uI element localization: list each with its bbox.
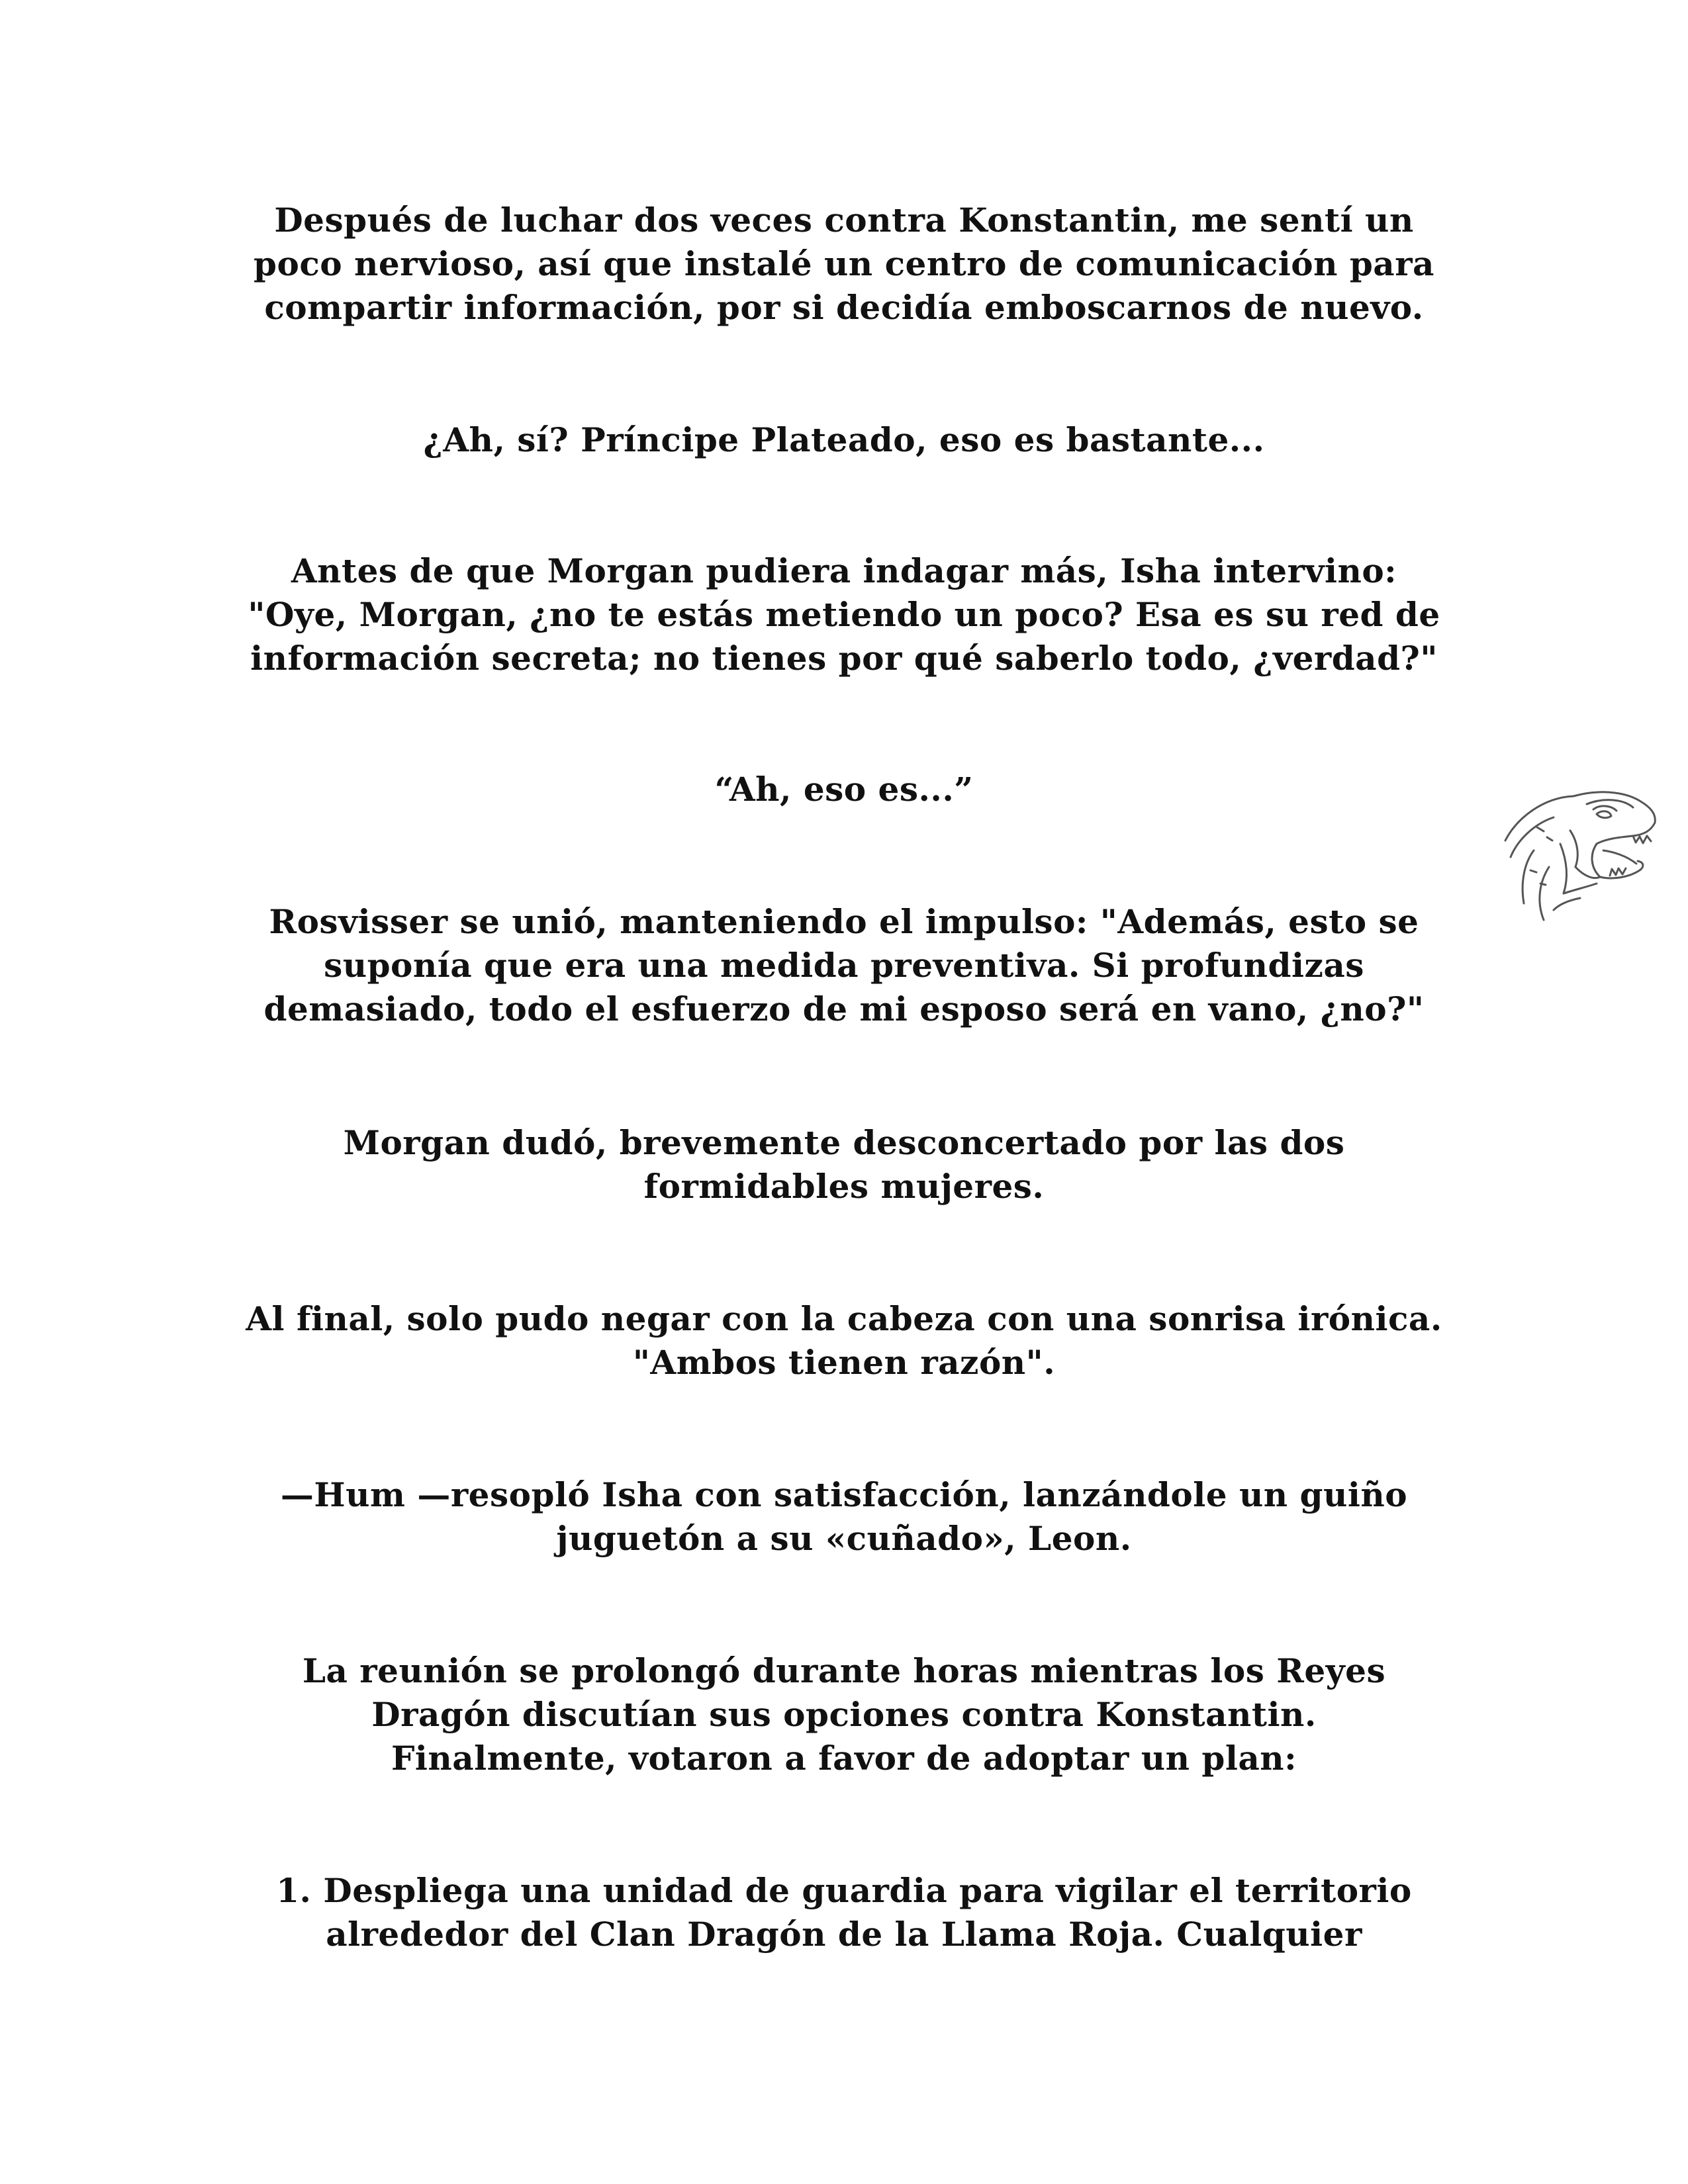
paragraph-8: [182, 1473, 1506, 1561]
paragraph-line: Dragón discutían sus opciones contra Konstantin.: [371, 1695, 1317, 1734]
paragraph-9: [182, 1649, 1506, 1780]
paragraph-line: Morgan dudó, brevemente desconcertado por las dos: [343, 1123, 1345, 1162]
paragraph-5: [182, 900, 1506, 1031]
paragraph-4: [182, 768, 1506, 811]
paragraph-line: juguetón a su «cuñado», Leon.: [556, 1519, 1132, 1558]
paragraph-line: —Hum —resopló Isha con satisfacción, lanzándole un guiño: [280, 1475, 1408, 1514]
paragraph-line: “Ah, eso es...”: [714, 770, 974, 809]
paragraph-line: ¿Ah, sí? Príncipe Plateado, eso es bastante...: [423, 420, 1265, 459]
paragraph-line: Finalmente, votaron a favor de adoptar un plan:: [391, 1739, 1297, 1778]
paragraph-1: [182, 199, 1506, 330]
paragraph-line: compartir información, por si decidía emboscarnos de nuevo.: [264, 288, 1424, 327]
paragraph-line: alrededor del Clan Dragón de la Llama Roja. Cualquier: [326, 1915, 1362, 1954]
paragraph-line: poco nervioso, así que instalé un centro de comunicación para: [254, 244, 1434, 283]
paragraph-line: 1. Despliega una unidad de guardia para vigilar el territorio: [276, 1871, 1412, 1910]
paragraph-3: [182, 549, 1506, 680]
paragraph-line: información secreta; no tienes por qué saberlo todo, ¿verdad?": [250, 639, 1438, 678]
paragraph-line: La reunión se prolongó durante horas mientras los Reyes: [302, 1651, 1386, 1690]
paragraph-2: [182, 418, 1506, 462]
paragraph-line: suponía que era una medida preventiva. Si profundizas: [324, 946, 1364, 985]
paragraph-line: Antes de que Morgan pudiera indagar más, Isha intervino:: [291, 551, 1397, 590]
paragraph-line: demasiado, todo el esfuerzo de mi esposo será en vano, ¿no?": [263, 989, 1425, 1028]
paragraph-6: [182, 1121, 1506, 1208]
paragraph-7: [182, 1297, 1506, 1385]
paragraph-line: formidables mujeres.: [643, 1167, 1045, 1206]
dinosaur-head-sketch-icon: [1497, 778, 1668, 930]
paragraph-line: "Oye, Morgan, ¿no te estás metiendo un poco? Esa es su red de: [248, 595, 1440, 634]
paragraph-10: [182, 1869, 1506, 1956]
paragraph-line: Rosvisser se unió, manteniendo el impulso: "Además, esto se: [269, 902, 1419, 941]
paragraph-line: Después de luchar dos veces contra Konstantin, me sentí un: [274, 201, 1414, 240]
paragraph-line: Al final, solo pudo negar con la cabeza con una sonrisa irónica.: [246, 1299, 1442, 1338]
paragraph-line: "Ambos tienen razón".: [632, 1343, 1056, 1382]
